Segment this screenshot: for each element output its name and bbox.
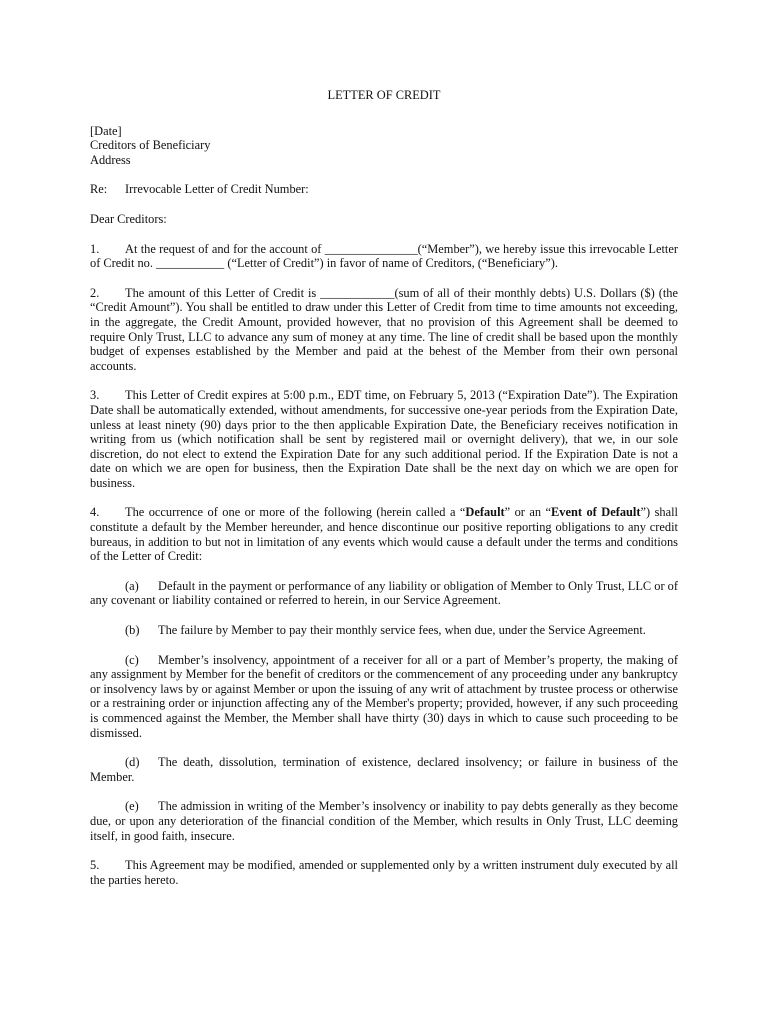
letter-body	[90, 88, 678, 902]
paragraph-text-mid: ” or an “	[504, 505, 552, 520]
paragraph-5	[90, 858, 678, 887]
salutation: Dear Creditors:	[90, 211, 167, 226]
subparagraph-c	[90, 653, 678, 741]
subparagraph-label: (a)	[125, 578, 139, 593]
subparagraph-label: (b)	[125, 623, 140, 638]
subparagraph-label: (d)	[125, 755, 140, 770]
paragraph-1	[90, 242, 678, 271]
paragraph-text: At the request of and for the account of _______________(“Member”), we hereby issue this irrevocable Letter of Credit no. ___________ (“Letter of Credit”) in favor of name of Creditors, (“Beneficiary”).	[90, 241, 678, 271]
paragraph-number: 1.	[90, 241, 100, 256]
subparagraph-text: Default in the payment or performance of any liability or obligation of Member to Only Trust, LLC or of any covenant or liability contained or referred to herein, in our Service Agreement.	[90, 578, 678, 608]
paragraph-text: The amount of this Letter of Credit is ____________(sum of all of their monthly debts) U.S. Dollars ($) (the “Credit Amount”). You shall be entitled to draw under this Letter of Credit from time to time amounts not exceeding, in the aggregate, the Credit Amount, provided however, that no provision of this Agreement shall be deemed to require Only Trust, LLC to advance any sum of money at any time. The line of credit shall be based upon the monthly budget of expenses established by the Member and paid at the behest of the Member from their own personal accounts.	[90, 285, 678, 373]
paragraph-text-start: The occurrence of one or more of the following (herein called a “	[125, 505, 466, 520]
subparagraph-text: The death, dissolution, termination of existence, declared insolvency; or failure in business of the Member.	[90, 755, 678, 784]
subparagraph-label: (e)	[125, 799, 139, 814]
subparagraph-d	[90, 755, 678, 784]
paragraph-4	[90, 505, 678, 563]
subparagraph-a	[90, 579, 678, 608]
recipient-address: Address	[90, 152, 131, 167]
paragraph-number: 2.	[90, 285, 100, 300]
recipient-name: Creditors of Beneficiary	[90, 138, 211, 153]
paragraph-number: 5.	[90, 858, 100, 873]
subparagraph-text: Member’s insolvency, appointment of a receiver for all or a part of Member’s property, the making of any assignment by Member for the benefit of creditors or the commencement of any proceeding under any bankruptcy or insolvency laws by or against Member or upon the issuing of any writ of attachment by trustee process or otherwise or a restraining order or injunction affecting any of the Member's property; provided, however, if any such proceeding is commenced against the Member, the Member shall have thirty (30) days in which to cause such proceeding to be dismissed.	[90, 652, 678, 740]
subject-line	[90, 182, 678, 197]
paragraph-text-end: ”) shall constitute a default by the Member hereunder, and hence discontinue our positive reporting obligations to any credit bureaus, in addition to but not in limitation of any events which would cause a default under the terms and conditions of the Letter of Credit:	[90, 505, 678, 564]
paragraph-number: 3.	[90, 388, 100, 403]
subparagraph-text: The failure by Member to pay their monthly service fees, when due, under the Service Agreement.	[158, 623, 646, 638]
paragraph-text: This Agreement may be modified, amended or supplemented only by a written instrument duly executed by all the parties hereto.	[90, 858, 678, 887]
event-of-default-term: Event of Default	[551, 505, 641, 520]
paragraph-number: 4.	[90, 505, 100, 520]
date-placeholder: [Date]	[90, 123, 122, 138]
re-text: Irrevocable Letter of Credit Number:	[125, 182, 309, 197]
paragraph-text: This Letter of Credit expires at 5:00 p.m., EDT time, on February 5, 2013 (“Expiration Date”). The Expiration Date shall be automatically extended, without amendments, for successive one-year periods from the Expiration Date, unless at least ninety (90) days prior to the then applicable Expiration Date, the Beneficiary receives notification in writing from us (which notification shall be sent by registered mail or overnight delivery), that we, in our sole discretion, do not elect to extend the Expiration Date for any such additional period. If the Expiration Date is not a date on which we are open for business, then the Expiration Date shall be the next day on which we are open for business.	[90, 388, 678, 490]
subparagraph-label: (c)	[125, 652, 139, 667]
default-term: Default	[465, 505, 505, 520]
re-label: Re:	[90, 182, 108, 197]
paragraph-2	[90, 286, 678, 374]
letter-header	[90, 124, 678, 168]
document-title: LETTER OF CREDIT	[327, 88, 441, 102]
subparagraph-text: The admission in writing of the Member’s insolvency or inability to pay debts generally as they become due, or upon any deterioration of the financial condition of the Member, which results in Only Trust, LLC deeming itself, in good faith, insecure.	[90, 799, 678, 843]
paragraph-3	[90, 388, 678, 490]
subparagraph-e	[90, 799, 678, 843]
subparagraph-b	[90, 623, 678, 638]
